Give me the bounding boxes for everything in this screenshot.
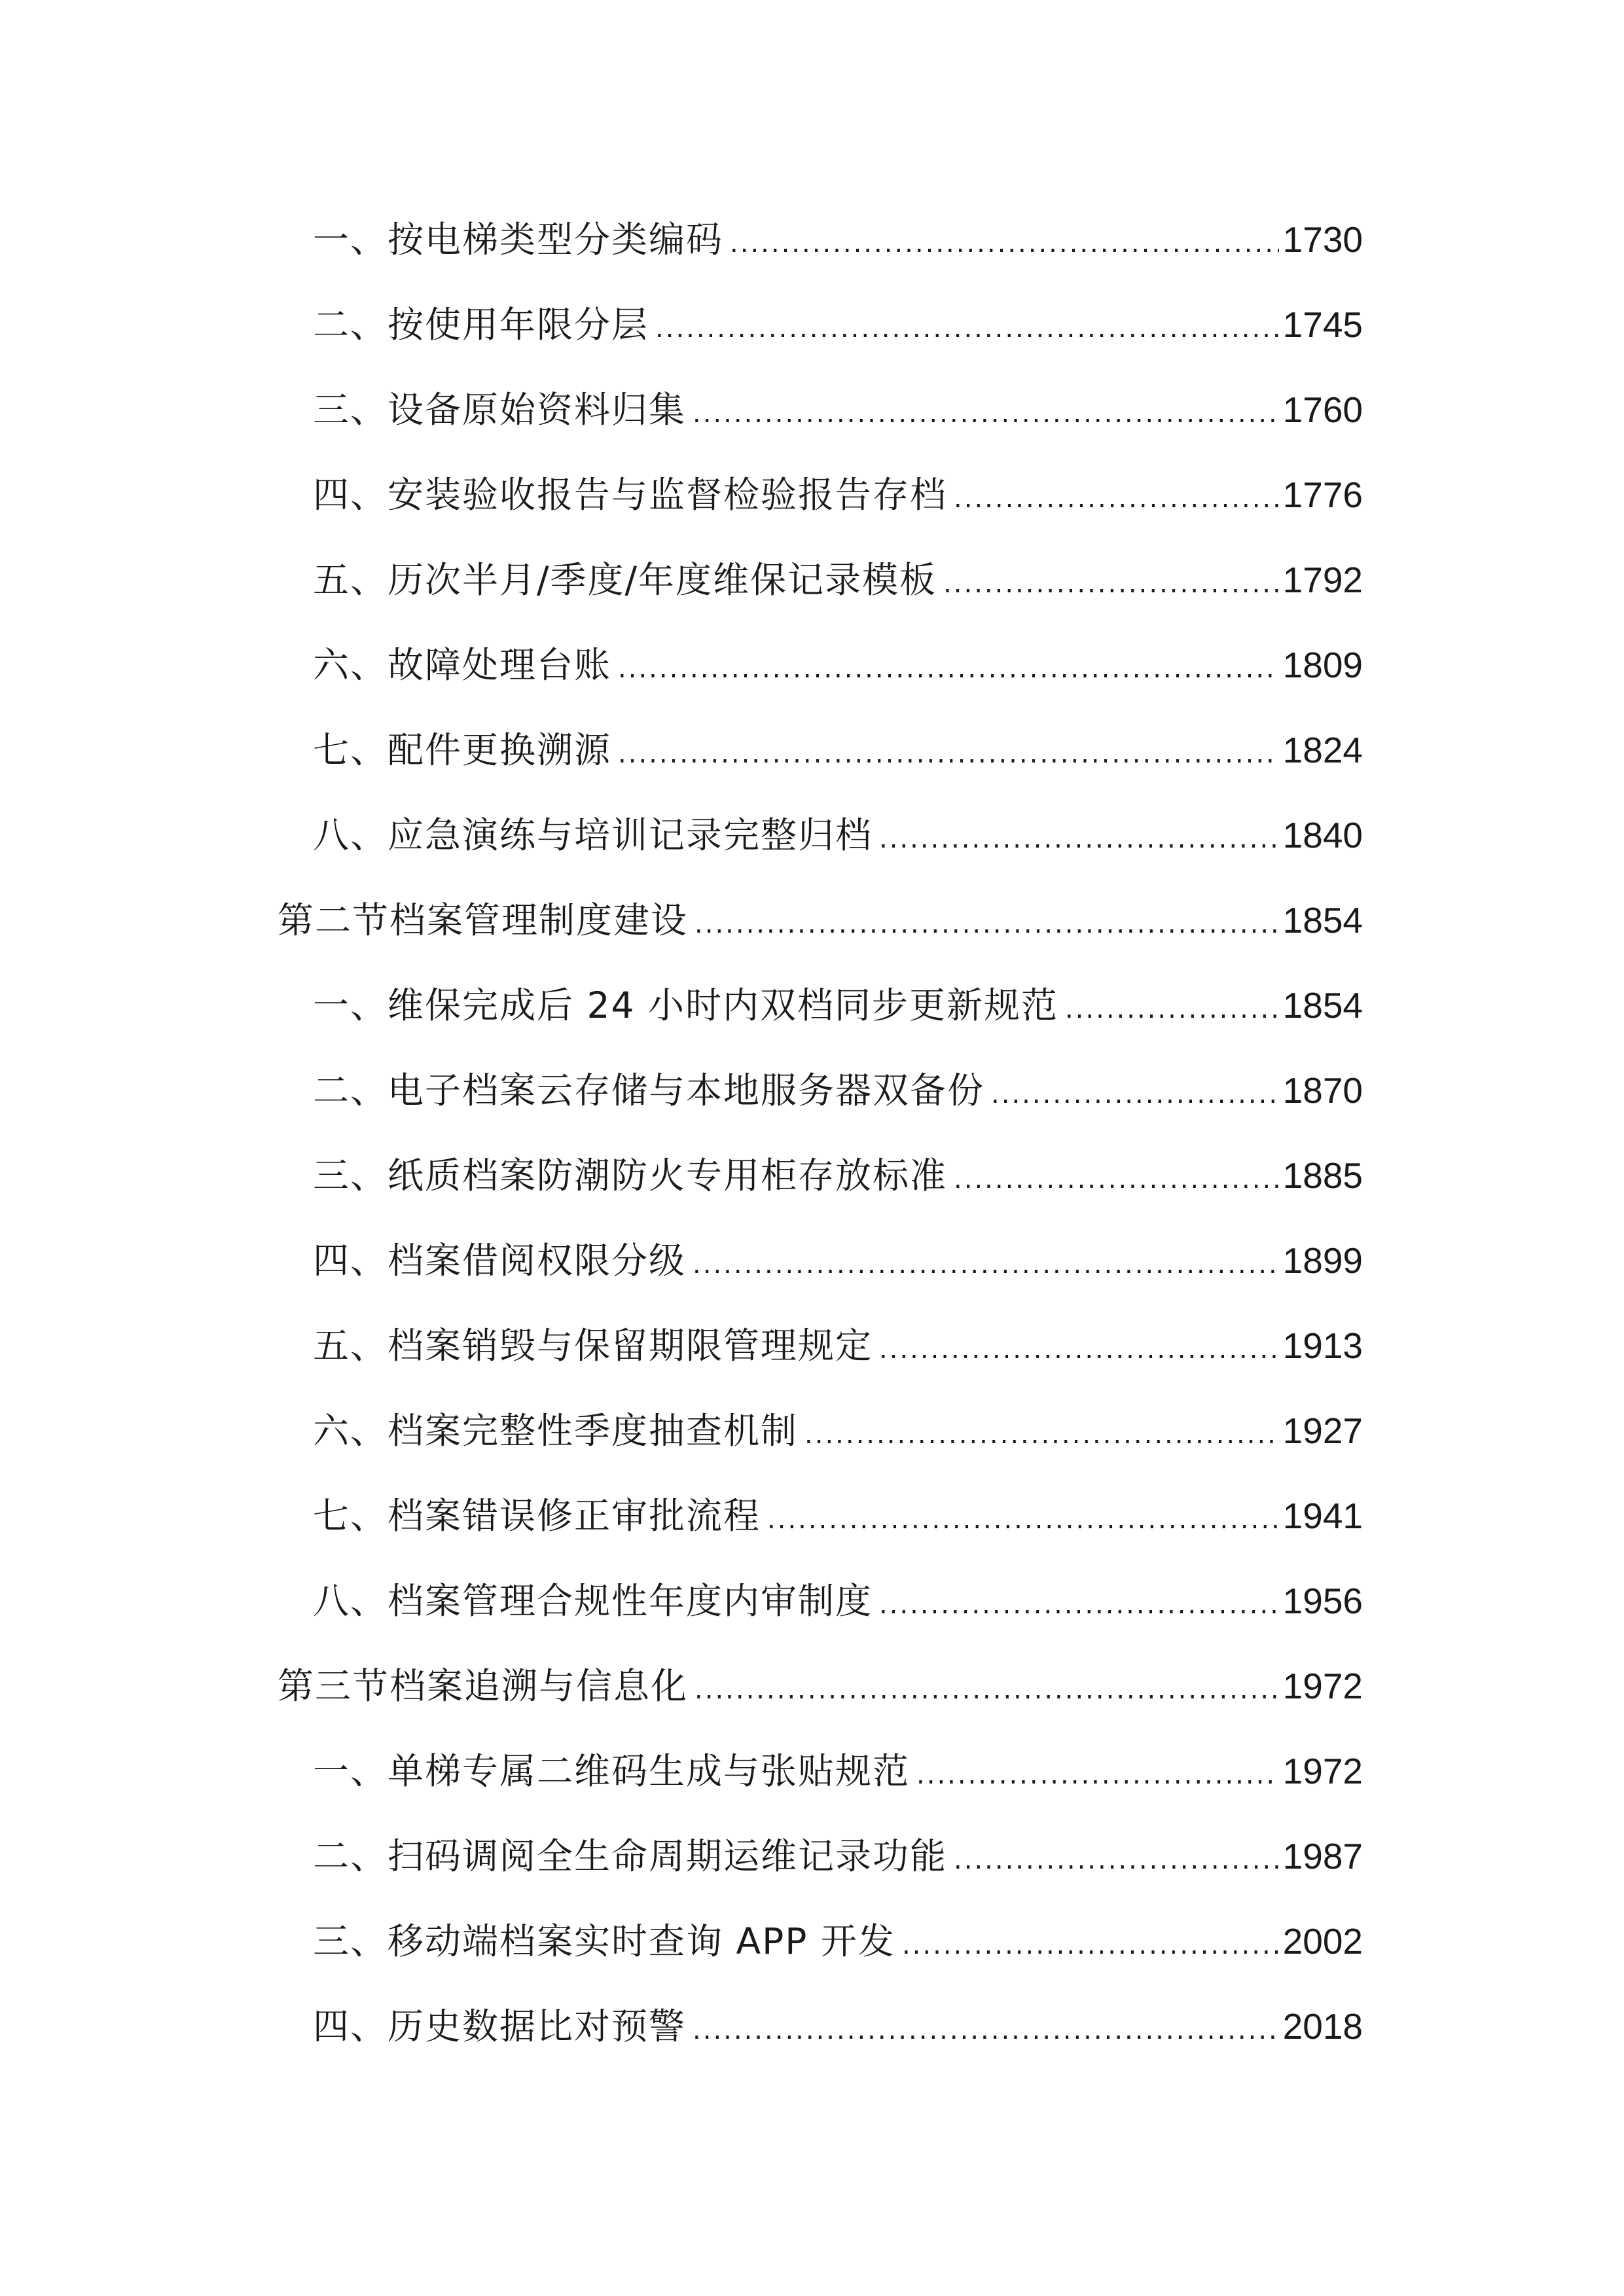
toc-entry[interactable] <box>313 469 1363 521</box>
toc-entry-title: 七、配件更换溯源 <box>313 729 612 771</box>
toc-dot-leader <box>655 302 1279 355</box>
toc-page-number: 1941 <box>1282 1496 1363 1536</box>
toc-page-number: 2002 <box>1282 1921 1363 1962</box>
toc-entry-title: 四、历史数据比对预警 <box>313 2005 687 2047</box>
toc-entry-title: 三、纸质档案防潮防火专用柜存放标准 <box>313 1155 948 1196</box>
toc-entry[interactable] <box>313 1575 1363 1627</box>
toc-entry[interactable] <box>313 1234 1363 1287</box>
toc-section-entry[interactable] <box>278 1660 1363 1712</box>
toc-page-number: 1899 <box>1282 1240 1363 1281</box>
toc-entry[interactable] <box>313 2000 1363 2053</box>
toc-page-number: 1824 <box>1282 730 1363 770</box>
toc-dot-leader <box>693 1238 1279 1291</box>
toc-entry-title: 三、移动端档案实时查询 APP 开发 <box>313 1920 895 1962</box>
toc-entry-title: 四、档案借阅权限分级 <box>313 1240 687 1282</box>
toc-dot-leader <box>1065 983 1279 1035</box>
toc-entry-title: 一、按电梯类型分类编码 <box>313 219 724 260</box>
toc-entry[interactable] <box>313 724 1363 776</box>
toc-dot-leader <box>804 1408 1279 1461</box>
toc-page-number: 1987 <box>1282 1836 1363 1876</box>
toc-page-number: 1854 <box>1282 985 1363 1026</box>
toc-entry-title: 五、历次半月/季度/年度维保记录模板 <box>313 559 937 601</box>
toc-dot-leader <box>695 1664 1279 1716</box>
toc-entry-title: 一、维保完成后 24 小时内双档同步更新规范 <box>313 984 1058 1026</box>
toc-page-number: 1913 <box>1282 1325 1363 1366</box>
toc-page-number: 1809 <box>1282 645 1363 685</box>
toc-page-number: 1870 <box>1282 1070 1363 1111</box>
toc-page-number: 1885 <box>1282 1155 1363 1196</box>
toc-dot-leader <box>767 1494 1279 1546</box>
toc-entry-title: 五、档案销毁与保留期限管理规定 <box>313 1325 873 1367</box>
toc-entry[interactable] <box>313 1745 1363 1797</box>
toc-dot-leader <box>693 2004 1279 2056</box>
toc-entry-title: 二、按使用年限分层 <box>313 304 649 346</box>
toc-entry-title: 六、故障处理台账 <box>313 644 612 686</box>
toc-dot-leader <box>618 643 1279 695</box>
toc-entry-title: 八、档案管理合规性年度内审制度 <box>313 1580 873 1622</box>
toc-dot-leader <box>618 728 1279 780</box>
toc-dot-leader <box>693 387 1279 440</box>
toc-entry[interactable] <box>313 809 1363 861</box>
toc-entry[interactable] <box>313 298 1363 351</box>
toc-dot-leader <box>695 898 1279 950</box>
toc-page-number: 1792 <box>1282 560 1363 600</box>
toc-entry-title: 一、单梯专属二维码生成与张贴规范 <box>313 1750 911 1792</box>
toc-section-entry[interactable] <box>278 894 1363 946</box>
toc-dot-leader <box>943 558 1279 610</box>
toc-entry-title: 二、扫码调阅全生命周期运维记录功能 <box>313 1835 948 1877</box>
toc-entry[interactable] <box>313 1830 1363 1882</box>
toc-entry-title: 四、安装验收报告与监督检验报告存档 <box>313 474 948 516</box>
toc-page-number: 1840 <box>1282 815 1363 855</box>
toc-entry-title: 三、设备原始资料归集 <box>313 389 687 431</box>
toc-entry-title: 八、应急演练与培训记录完整归档 <box>313 814 873 856</box>
toc-dot-leader <box>879 1323 1279 1376</box>
toc-dot-leader <box>879 1579 1279 1631</box>
toc-entry-title: 第二节档案管理制度建设 <box>278 899 689 941</box>
toc-entry[interactable] <box>313 554 1363 606</box>
toc-dot-leader <box>954 1834 1279 1886</box>
toc-entry[interactable] <box>313 639 1363 691</box>
toc-entry-title: 六、档案完整性季度抽查机制 <box>313 1410 799 1452</box>
toc-page-number: 2018 <box>1282 2006 1363 2047</box>
toc-page-number: 1972 <box>1282 1666 1363 1706</box>
toc-dot-leader <box>916 1749 1279 1801</box>
toc-entry[interactable] <box>313 213 1363 266</box>
toc-page-number: 1745 <box>1282 304 1363 345</box>
toc-page-number: 1854 <box>1282 900 1363 941</box>
toc-entry-title: 七、档案错误修正审批流程 <box>313 1495 761 1537</box>
toc-entry[interactable] <box>313 979 1363 1031</box>
toc-dot-leader <box>730 217 1279 270</box>
toc-entry[interactable] <box>313 1490 1363 1542</box>
toc-entry-title: 二、电子档案云存储与本地服务器双备份 <box>313 1069 985 1111</box>
toc-page-number: 1776 <box>1282 475 1363 515</box>
toc-page-number: 1972 <box>1282 1751 1363 1791</box>
toc-dot-leader <box>991 1068 1279 1121</box>
toc-entry[interactable] <box>313 1405 1363 1457</box>
toc-dot-leader <box>879 813 1279 865</box>
toc-entry[interactable] <box>313 1064 1363 1117</box>
toc-page-number: 1760 <box>1282 389 1363 430</box>
toc-entry[interactable] <box>313 1149 1363 1202</box>
toc-page-number: 1927 <box>1282 1410 1363 1451</box>
toc-entry[interactable] <box>313 384 1363 436</box>
toc-dot-leader <box>954 473 1279 525</box>
toc-entry[interactable] <box>313 1915 1363 1967</box>
toc-page-number: 1956 <box>1282 1581 1363 1621</box>
toc-entry[interactable] <box>313 1319 1363 1372</box>
toc-page-number: 1730 <box>1282 219 1363 260</box>
toc-entry-title: 第三节档案追溯与信息化 <box>278 1665 689 1707</box>
toc-dot-leader <box>954 1153 1279 1206</box>
toc-dot-leader <box>902 1919 1279 1971</box>
